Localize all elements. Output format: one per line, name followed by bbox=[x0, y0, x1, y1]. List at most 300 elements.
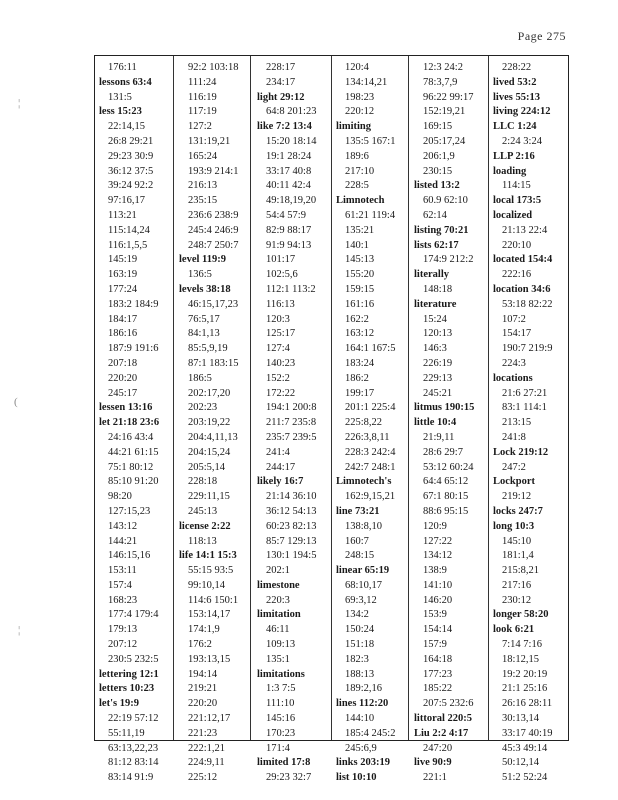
index-reference: 221:23 bbox=[188, 727, 218, 739]
index-headword: look 6:21 bbox=[493, 624, 535, 636]
index-reference: 49:18,19,20 bbox=[266, 195, 317, 207]
index-reference: 241:8 bbox=[502, 431, 526, 443]
index-headword: like 7:2 13:4 bbox=[257, 121, 312, 133]
index-reference: 185:4 245:2 bbox=[345, 727, 396, 739]
index-reference: 60:23 82:13 bbox=[266, 520, 317, 532]
index-headword: listed 13:2 bbox=[414, 180, 460, 192]
index-reference: 230:5 232:5 bbox=[108, 653, 159, 665]
index-column-2 bbox=[179, 61, 258, 786]
index-reference: 228:3 242:4 bbox=[345, 446, 396, 458]
index-reference: 245:4 246:9 bbox=[188, 224, 239, 236]
index-reference: 60.9 62:10 bbox=[423, 195, 468, 207]
index-headword: limited 17:8 bbox=[257, 757, 311, 769]
index-reference: 187:9 191:6 bbox=[108, 343, 159, 355]
index-reference: 184:17 bbox=[108, 313, 138, 325]
index-reference: 76:5,17 bbox=[188, 313, 220, 325]
index-reference: 247:20 bbox=[423, 742, 453, 754]
index-reference: 168:23 bbox=[108, 594, 138, 606]
index-reference: 146:15,16 bbox=[108, 550, 151, 562]
index-reference: 186:2 bbox=[345, 372, 369, 384]
index-reference: 29:23 30:9 bbox=[108, 150, 154, 162]
index-column-6 bbox=[493, 61, 572, 786]
index-headword: location 34:6 bbox=[493, 283, 551, 295]
index-reference: 68:10,17 bbox=[345, 579, 383, 591]
index-reference: 39:24 92:2 bbox=[108, 180, 154, 192]
index-headword: Liu 2:2 4:17 bbox=[414, 727, 469, 739]
index-reference: 242:7 248:1 bbox=[345, 461, 396, 473]
index-reference: 177:4 179:4 bbox=[108, 609, 159, 621]
index-reference: 143:12 bbox=[108, 520, 138, 532]
index-reference: 114:6 150:1 bbox=[188, 594, 239, 606]
index-reference: 88:6 95:15 bbox=[423, 505, 469, 517]
index-reference: 46:11 bbox=[266, 624, 290, 636]
margin-mark: ¦ bbox=[18, 97, 21, 109]
index-reference: 170:23 bbox=[266, 727, 296, 739]
index-headword: lines 112:20 bbox=[336, 698, 389, 710]
index-reference: 152:19,21 bbox=[423, 106, 466, 118]
index-reference: 202:1 bbox=[266, 565, 290, 577]
index-reference: 120:3 bbox=[266, 313, 290, 325]
index-reference: 51:2 52:24 bbox=[502, 772, 548, 784]
index-reference: 225:8,22 bbox=[345, 417, 383, 429]
index-reference: 188:13 bbox=[345, 668, 375, 680]
index-reference: 248:7 250:7 bbox=[188, 239, 239, 251]
index-reference: 145:16 bbox=[266, 713, 296, 725]
index-reference: 46:15,17,23 bbox=[188, 298, 239, 310]
index-reference: 194:14 bbox=[188, 668, 218, 680]
index-headword: littoral 220:5 bbox=[414, 713, 473, 725]
index-reference: 204:4,11,13 bbox=[188, 431, 238, 443]
index-reference: 177:23 bbox=[423, 668, 453, 680]
index-headword: lives 55:13 bbox=[493, 91, 540, 103]
index-headword: longer 58:20 bbox=[493, 609, 549, 621]
index-reference: 120:4 bbox=[345, 62, 369, 73]
index-reference: 245:13 bbox=[188, 505, 218, 517]
index-reference: 186:5 bbox=[188, 372, 212, 384]
index-reference: 222:16 bbox=[502, 269, 532, 281]
index-reference: 45:3 49:14 bbox=[502, 742, 548, 754]
index-reference: 134:12 bbox=[423, 550, 453, 562]
index-reference: 190:7 219:9 bbox=[502, 343, 553, 355]
index-reference: 183:2 184:9 bbox=[108, 298, 159, 310]
index-reference: 33:17 40:8 bbox=[266, 165, 312, 177]
index-reference: 229:13 bbox=[423, 372, 453, 384]
index-reference: 83:1 114:1 bbox=[502, 402, 547, 414]
index-reference: 127:22 bbox=[423, 535, 453, 547]
index-headword: linear 65:19 bbox=[336, 565, 390, 577]
index-reference: 75:1 80:12 bbox=[108, 461, 154, 473]
index-reference: 189:6 bbox=[345, 150, 369, 162]
index-headword: limitation bbox=[257, 609, 301, 621]
index-reference: 154:17 bbox=[502, 328, 532, 340]
index-reference: 248:15 bbox=[345, 550, 375, 562]
index-reference: 114:15 bbox=[502, 180, 531, 192]
index-reference: 21:14 36:10 bbox=[266, 491, 317, 503]
index-headword: litmus 190:15 bbox=[414, 402, 475, 414]
index-column-5 bbox=[414, 61, 493, 786]
index-reference: 202:17,20 bbox=[188, 387, 231, 399]
index-reference: 219:21 bbox=[188, 683, 218, 695]
index-headword: light 29:12 bbox=[257, 91, 305, 103]
index-reference: 163:12 bbox=[345, 328, 375, 340]
index-reference: 213:15 bbox=[502, 417, 532, 429]
margin-mark: ( bbox=[14, 396, 18, 408]
index-reference: 234:17 bbox=[266, 76, 296, 88]
index-reference: 127:4 bbox=[266, 343, 290, 355]
index-reference: 140:1 bbox=[345, 239, 369, 251]
index-reference: 131:5 bbox=[108, 91, 132, 103]
margin-mark: ¦ bbox=[18, 624, 21, 636]
index-reference: 220:10 bbox=[502, 239, 532, 251]
index-headword: list 10:10 bbox=[336, 772, 377, 784]
index-reference: 102:5,6 bbox=[266, 269, 298, 281]
index-reference: 169:15 bbox=[423, 121, 453, 133]
index-reference: 140:23 bbox=[266, 357, 296, 369]
index-reference: 19:1 28:24 bbox=[266, 150, 312, 162]
index-reference: 176:2 bbox=[188, 639, 212, 651]
index-reference: 150:24 bbox=[345, 624, 375, 636]
index-reference: 85:5,9,19 bbox=[188, 343, 228, 355]
index-reference: 207:12 bbox=[108, 639, 138, 651]
index-reference: 18:12,15 bbox=[502, 653, 540, 665]
index-reference: 15:20 18:14 bbox=[266, 135, 317, 147]
index-headword: live 90:9 bbox=[414, 757, 452, 769]
index-reference: 235:7 239:5 bbox=[266, 431, 317, 443]
index-reference: 182:3 bbox=[345, 653, 369, 665]
index-headword: lettering 12:1 bbox=[99, 668, 159, 680]
index-reference: 64:4 65:12 bbox=[423, 476, 469, 488]
index-reference: 115:14,24 bbox=[108, 224, 150, 236]
index-reference: 153:14,17 bbox=[188, 609, 231, 621]
index-reference: 145:13 bbox=[345, 254, 375, 266]
index-reference: 224:3 bbox=[502, 357, 526, 369]
index-reference: 220:12 bbox=[345, 106, 375, 118]
index-reference: 85:10 91:20 bbox=[108, 476, 159, 488]
index-reference: 1:3 7:5 bbox=[266, 683, 296, 695]
index-reference: 113:21 bbox=[108, 209, 137, 221]
index-reference: 230:15 bbox=[423, 165, 453, 177]
index-reference: 120:13 bbox=[423, 328, 453, 340]
index-headword: Limnotech's bbox=[336, 476, 392, 488]
index-reference: 226:19 bbox=[423, 357, 453, 369]
index-headword: less 15:23 bbox=[99, 106, 142, 118]
index-reference: 92:2 103:18 bbox=[188, 62, 239, 73]
index-reference: 203:19,22 bbox=[188, 417, 231, 429]
index-reference: 134:2 bbox=[345, 609, 369, 621]
index-reference: 146:3 bbox=[423, 343, 447, 355]
index-reference: 160:7 bbox=[345, 535, 369, 547]
index-reference: 83:14 91:9 bbox=[108, 772, 154, 784]
index-headword: lessons 63:4 bbox=[99, 76, 152, 88]
index-reference: 220:20 bbox=[108, 372, 138, 384]
index-headword: lessen 13:16 bbox=[99, 402, 153, 414]
index-reference: 120:9 bbox=[423, 520, 447, 532]
index-reference: 64:8 201:23 bbox=[266, 106, 317, 118]
index-reference: 136:5 bbox=[188, 269, 212, 281]
index-reference: 99:10,14 bbox=[188, 579, 226, 591]
index-reference: 206:1,9 bbox=[423, 150, 455, 162]
index-reference: 183:24 bbox=[345, 357, 375, 369]
index-reference: 176:11 bbox=[108, 62, 137, 73]
index-reference: 96:22 99:17 bbox=[423, 91, 474, 103]
index-reference: 12:3 24:2 bbox=[423, 62, 463, 73]
index-reference: 24:16 43:4 bbox=[108, 431, 154, 443]
index-reference: 21:9,11 bbox=[423, 431, 455, 443]
index-reference: 21:1 25:16 bbox=[502, 683, 548, 695]
index-reference: 194:1 200:8 bbox=[266, 402, 317, 414]
index-reference: 21:13 22:4 bbox=[502, 224, 548, 236]
index-reference: 161:16 bbox=[345, 298, 375, 310]
index-reference: 135:1 bbox=[266, 653, 290, 665]
index-reference: 216:13 bbox=[188, 180, 218, 192]
index-headword: lists 62:17 bbox=[414, 239, 459, 251]
index-reference: 241:4 bbox=[266, 446, 290, 458]
index-reference: 207:18 bbox=[108, 357, 138, 369]
index-reference: 236:6 238:9 bbox=[188, 209, 239, 221]
index-reference: 221:12,17 bbox=[188, 713, 231, 725]
index-headword: locks 247:7 bbox=[493, 505, 543, 517]
index-headword: license 2:22 bbox=[179, 520, 231, 532]
index-reference: 84:1,13 bbox=[188, 328, 220, 340]
index-reference: 181:1,4 bbox=[502, 550, 534, 562]
index-reference: 7:14 7:16 bbox=[502, 639, 542, 651]
index-headword: localized bbox=[493, 209, 533, 221]
index-reference: 165:24 bbox=[188, 150, 218, 162]
index-reference: 201:1 225:4 bbox=[345, 402, 396, 414]
index-reference: 207:5 232:6 bbox=[423, 698, 474, 710]
index-reference: 186:16 bbox=[108, 328, 138, 340]
index-reference: 22:14,15 bbox=[108, 121, 146, 133]
index-reference: 107:2 bbox=[502, 313, 526, 325]
index-reference: 19:2 20:19 bbox=[502, 668, 548, 680]
index-reference: 112:1 113:2 bbox=[266, 283, 316, 295]
index-reference: 225:12 bbox=[188, 772, 218, 784]
index-reference: 67:1 80:15 bbox=[423, 491, 469, 503]
index-headword: likely 16:7 bbox=[257, 476, 304, 488]
index-reference: 245:17 bbox=[108, 387, 138, 399]
index-reference: 28:6 29:7 bbox=[423, 446, 463, 458]
index-reference: 111:10 bbox=[266, 698, 295, 710]
index-reference: 36:12 54:13 bbox=[266, 505, 317, 517]
index-reference: 91:9 94:13 bbox=[266, 239, 312, 251]
index-headword: lived 53:2 bbox=[493, 76, 537, 88]
index-reference: 36:12 37:5 bbox=[108, 165, 154, 177]
index-reference: 247:2 bbox=[502, 461, 526, 473]
page-number: Page 275 bbox=[517, 29, 566, 43]
index-headword: levels 38:18 bbox=[179, 283, 231, 295]
index-reference: 157:4 bbox=[108, 579, 132, 591]
index-reference: 193:9 214:1 bbox=[188, 165, 239, 177]
index-reference: 226:3,8,11 bbox=[345, 431, 390, 443]
index-headword: literally bbox=[414, 269, 449, 281]
index-reference: 157:9 bbox=[423, 639, 447, 651]
index-reference: 153:11 bbox=[108, 565, 137, 577]
index-reference: 221:1 bbox=[423, 772, 447, 784]
index-headword: let 21:18 23:6 bbox=[99, 417, 160, 429]
index-headword: let's 19:9 bbox=[99, 698, 139, 710]
index-reference: 87:1 183:15 bbox=[188, 357, 239, 369]
index-reference: 53:18 82:22 bbox=[502, 298, 553, 310]
index-reference: 98:20 bbox=[108, 491, 132, 503]
index-reference: 228:5 bbox=[345, 180, 369, 192]
index-reference: 116:13 bbox=[266, 298, 295, 310]
index-reference: 29:23 32:7 bbox=[266, 772, 312, 784]
index-reference: 50:12,14 bbox=[502, 757, 540, 769]
index-reference: 109:13 bbox=[266, 639, 296, 651]
index-reference: 164:1 167:5 bbox=[345, 343, 396, 355]
index-reference: 138:8,10 bbox=[345, 520, 383, 532]
index-reference: 22:19 57:12 bbox=[108, 713, 159, 725]
index-reference: 111:24 bbox=[188, 76, 217, 88]
index-column-1 bbox=[99, 61, 178, 786]
index-reference: 153:9 bbox=[423, 609, 447, 621]
index-reference: 224:9,11 bbox=[188, 757, 225, 769]
index-column-4 bbox=[336, 61, 415, 786]
index-reference: 228:18 bbox=[188, 476, 218, 488]
index-reference: 138:9 bbox=[423, 565, 447, 577]
index-reference: 21:6 27:21 bbox=[502, 387, 548, 399]
index-reference: 171:4 bbox=[266, 742, 290, 754]
index-headword: letters 10:23 bbox=[99, 683, 155, 695]
index-reference: 134:14,21 bbox=[345, 76, 388, 88]
index-reference: 222:1,21 bbox=[188, 742, 226, 754]
index-reference: 220:3 bbox=[266, 594, 290, 606]
index-headword: literature bbox=[414, 298, 457, 310]
index-reference: 172:22 bbox=[266, 387, 296, 399]
index-reference: 130:1 194:5 bbox=[266, 550, 317, 562]
index-reference: 219:12 bbox=[502, 491, 532, 503]
index-reference: 101:17 bbox=[266, 254, 296, 266]
index-headword: loading bbox=[493, 165, 527, 177]
index-reference: 131:19,21 bbox=[188, 135, 231, 147]
index-reference: 117:19 bbox=[188, 106, 217, 118]
index-reference: 15:24 bbox=[423, 313, 447, 325]
index-headword: living 224:12 bbox=[493, 106, 551, 118]
index-table bbox=[94, 55, 569, 784]
index-reference: 141:10 bbox=[423, 579, 453, 591]
index-reference: 162:9,15,21 bbox=[345, 491, 396, 503]
index-headword: long 10:3 bbox=[493, 520, 535, 532]
index-headword: limiting bbox=[336, 121, 372, 133]
index-reference: 159:15 bbox=[345, 283, 375, 295]
index-reference: 63:13,22,23 bbox=[108, 742, 159, 754]
index-reference: 144:10 bbox=[345, 713, 375, 725]
index-headword: limestone bbox=[257, 579, 300, 591]
index-reference: 174:1,9 bbox=[188, 624, 220, 636]
index-reference: 116:1,5,5 bbox=[108, 239, 148, 251]
index-reference: 230:12 bbox=[502, 594, 532, 606]
index-reference: 78:3,7,9 bbox=[423, 76, 458, 88]
index-reference: 154:14 bbox=[423, 624, 453, 636]
index-reference: 245:6,9 bbox=[345, 742, 377, 754]
index-reference: 189:2,16 bbox=[345, 683, 383, 695]
index-reference: 26:16 28:11 bbox=[502, 698, 553, 710]
index-reference: 118:13 bbox=[188, 535, 217, 547]
index-reference: 155:20 bbox=[345, 269, 375, 281]
index-reference: 217:10 bbox=[345, 165, 375, 177]
index-reference: 125:17 bbox=[266, 328, 296, 340]
index-reference: 174:9 212:2 bbox=[423, 254, 474, 266]
index-reference: 199:17 bbox=[345, 387, 375, 399]
index-reference: 245:21 bbox=[423, 387, 453, 399]
index-headword: local 173:5 bbox=[493, 195, 542, 207]
index-reference: 82:9 88:17 bbox=[266, 224, 312, 236]
index-headword: Limnotech bbox=[336, 195, 385, 207]
index-reference: 53:12 60:24 bbox=[423, 461, 474, 473]
index-reference: 204:15,24 bbox=[188, 446, 231, 458]
index-reference: 135:5 167:1 bbox=[345, 135, 396, 147]
index-reference: 33:17 40:19 bbox=[502, 727, 553, 739]
index-reference: 220:20 bbox=[188, 698, 218, 710]
index-reference: 40:11 42:4 bbox=[266, 180, 311, 192]
index-reference: 81:12 83:14 bbox=[108, 757, 159, 769]
index-reference: 228:22 bbox=[502, 62, 532, 73]
index-headword: listing 70:21 bbox=[414, 224, 469, 236]
index-reference: 30:13,14 bbox=[502, 713, 540, 725]
index-reference: 135:21 bbox=[345, 224, 375, 236]
index-reference: 116:19 bbox=[188, 91, 217, 103]
index-reference: 146:20 bbox=[423, 594, 453, 606]
index-headword: Lockport bbox=[493, 476, 535, 488]
index-headword: level 119:9 bbox=[179, 254, 226, 266]
index-headword: limitations bbox=[257, 668, 305, 680]
index-reference: 55:15 93:5 bbox=[188, 565, 234, 577]
index-reference: 62:14 bbox=[423, 209, 447, 221]
index-headword: links 203:19 bbox=[336, 757, 390, 769]
index-reference: 151:18 bbox=[345, 639, 375, 651]
index-reference: 55:11,19 bbox=[108, 727, 145, 739]
index-headword: life 14:1 15:3 bbox=[179, 550, 237, 562]
index-reference: 235:15 bbox=[188, 195, 218, 207]
index-reference: 144:21 bbox=[108, 535, 138, 547]
index-reference: 54:4 57:9 bbox=[266, 209, 306, 221]
index-reference: 229:11,15 bbox=[188, 491, 230, 503]
index-headword: little 10:4 bbox=[414, 417, 457, 429]
index-reference: 97:16,17 bbox=[108, 195, 146, 207]
index-reference: 215:8,21 bbox=[502, 565, 540, 577]
index-reference: 164:18 bbox=[423, 653, 453, 665]
index-reference: 26:8 29:21 bbox=[108, 135, 154, 147]
index-reference: 211:7 235:8 bbox=[266, 417, 317, 429]
index-reference: 152:2 bbox=[266, 372, 290, 384]
index-reference: 127:2 bbox=[188, 121, 212, 133]
index-reference: 202:23 bbox=[188, 402, 218, 414]
index-reference: 193:13,15 bbox=[188, 653, 231, 665]
index-reference: 145:10 bbox=[502, 535, 532, 547]
index-reference: 145:19 bbox=[108, 254, 138, 266]
index-reference: 177:24 bbox=[108, 283, 138, 295]
index-column-3 bbox=[257, 61, 336, 786]
index-reference: 205:5,14 bbox=[188, 461, 226, 473]
index-reference: 44:21 61:15 bbox=[108, 446, 159, 458]
index-reference: 217:16 bbox=[502, 579, 532, 591]
index-headword: located 154:4 bbox=[493, 254, 553, 266]
index-reference: 127:15,23 bbox=[108, 505, 151, 517]
index-reference: 69:3,12 bbox=[345, 594, 377, 606]
index-reference: 179:13 bbox=[108, 624, 138, 636]
index-headword: line 73:21 bbox=[336, 505, 380, 517]
index-reference: 244:17 bbox=[266, 461, 296, 473]
index-reference: 162:2 bbox=[345, 313, 369, 325]
index-reference: 85:7 129:13 bbox=[266, 535, 317, 547]
index-headword: locations bbox=[493, 372, 533, 384]
index-reference: 198:23 bbox=[345, 91, 375, 103]
index-reference: 228:17 bbox=[266, 62, 296, 73]
index-reference: 2:24 3:24 bbox=[502, 135, 542, 147]
index-headword: Lock 219:12 bbox=[493, 446, 549, 458]
index-reference: 185:22 bbox=[423, 683, 453, 695]
index-reference: 205:17,24 bbox=[423, 135, 466, 147]
